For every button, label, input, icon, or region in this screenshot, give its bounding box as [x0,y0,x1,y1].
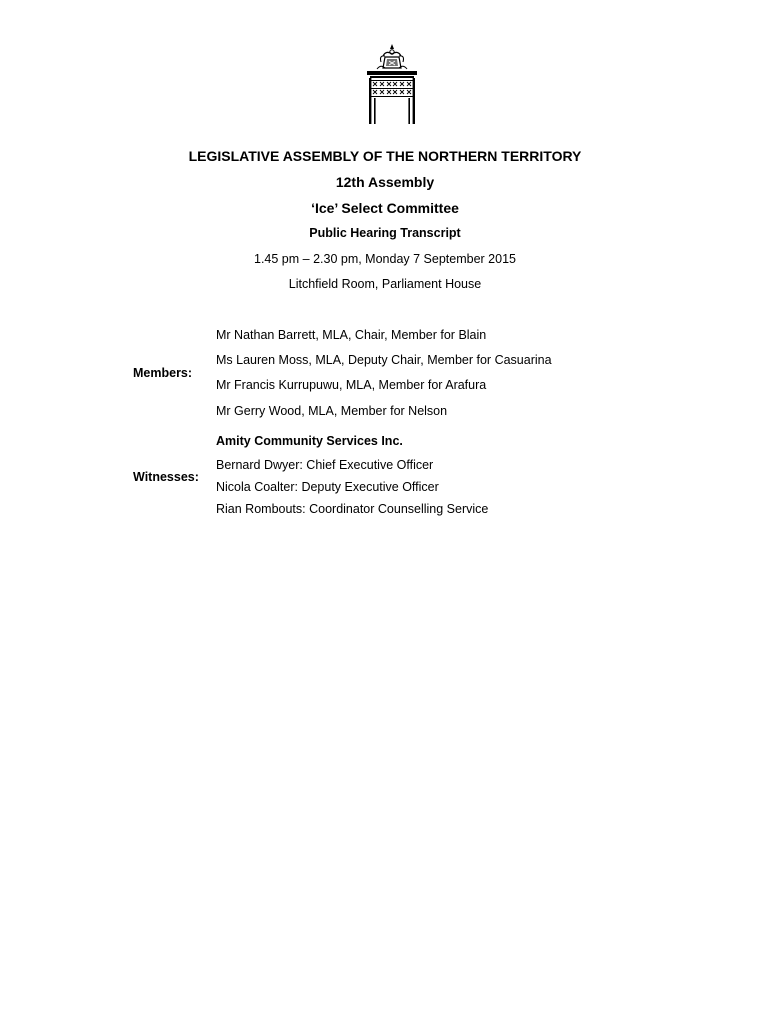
member-item: Mr Gerry Wood, MLA, Member for Nelson [216,404,448,418]
members-label: Members: [133,366,193,380]
witness-item: Rian Rombouts: Coordinator Counselling Service [216,502,489,516]
assembly-heading: 12th Assembly [335,174,435,190]
member-item: Ms Lauren Moss, MLA, Deputy Chair, Member for Casuarina [216,353,552,367]
witnesses-label: Witnesses: [133,470,199,484]
member-item: Mr Francis Kurrupuwu, MLA, Member for Arafura [216,378,487,392]
witness-item: Bernard Dwyer: Chief Executive Officer [216,458,434,472]
transcript-subtitle: Public Hearing Transcript [309,226,461,240]
witness-item: Nicola Coalter: Deputy Executive Officer [216,480,439,494]
member-item: Mr Nathan Barrett, MLA, Chair, Member for Blain [216,328,487,342]
document-title: LEGISLATIVE ASSEMBLY OF THE NORTHERN TERRITORY [188,148,582,164]
parliament-crest-icon [363,42,421,124]
hearing-datetime: 1.45 pm – 2.30 pm, Monday 7 September 2015 [254,252,516,266]
committee-heading: ‘Ice’ Select Committee [311,200,459,216]
hearing-venue: Litchfield Room, Parliament House [288,277,482,291]
witness-organisation: Amity Community Services Inc. [216,434,403,448]
